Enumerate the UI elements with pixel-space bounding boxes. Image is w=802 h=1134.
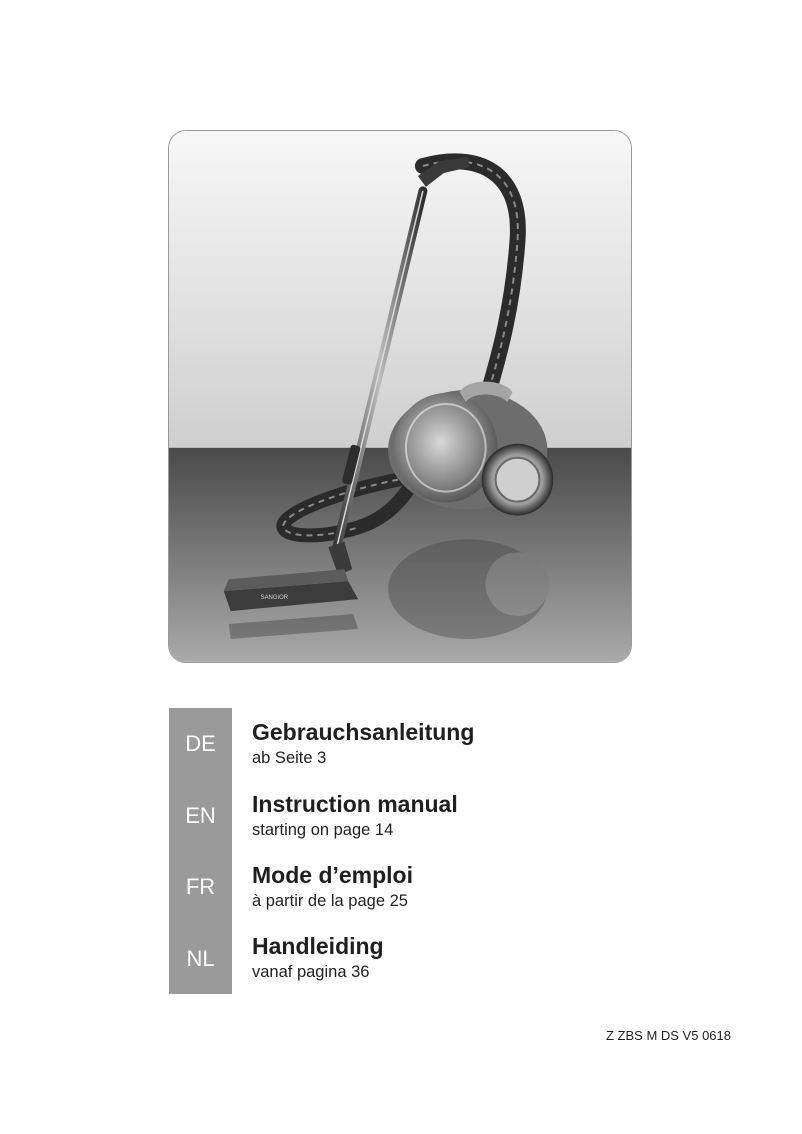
- subtitle-de: ab Seite 3: [252, 749, 327, 767]
- title-fr: Mode d’emploi: [252, 862, 413, 888]
- subtitle-fr: à partir de la page 25: [252, 892, 408, 910]
- subtitle-en: starting on page 14: [252, 821, 394, 839]
- language-code-fr: FR: [185, 874, 216, 899]
- language-code-de: DE: [185, 731, 216, 756]
- product-photo: [168, 130, 632, 663]
- title-de: Gebrauchsanleitung: [252, 719, 475, 745]
- document-code: Z ZBS M DS V5 0618: [606, 1028, 731, 1043]
- subtitle-nl: vanaf pagina 36: [252, 963, 370, 981]
- title-en: Instruction manual: [252, 791, 458, 817]
- nozzle-brand-mark: SANGIOR: [260, 595, 289, 602]
- language-code-nl: NL: [186, 946, 215, 971]
- language-code-en: EN: [185, 803, 216, 828]
- title-nl: Handleiding: [252, 933, 384, 959]
- vacuum-cleaner-image: [169, 131, 631, 662]
